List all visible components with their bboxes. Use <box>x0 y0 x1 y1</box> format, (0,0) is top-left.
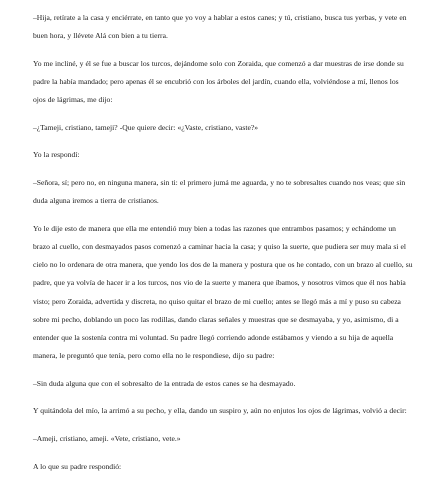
paragraph-zoraida-farewell: –Ameji, cristiano, ameji. «Vete, cristiano, vete.» <box>33 433 181 443</box>
paragraph-narration-sigh: Y quitándola del mío, la arrimó a su pecho, y ella, dando un suspiro y, aún no enjutos los ojos de lágrimas, volvió a decir: <box>33 406 407 416</box>
paragraph-father-speech: –Hija, retírate a la casa y enciérrate, en tanto que yo voy a hablar a estos canes; y tú, cristiano, busca tus yerbas, y vete en buen hora, y llévete Alá con bien a tu tierra. <box>33 13 407 41</box>
paragraph-reply-intro: Yo la respondí: <box>33 150 80 160</box>
paragraph-narration-garden: Yo me incliné, y él se fue a buscar los turcos, dejándome solo con Zoraida, que comenzó a dar muestras de irse donde su padre la había mandado; pero apenas él se encubrió con los árboles del jardín, cuando ella, volviéndose a mí, llenos los ojos de lágrimas, me dijo: <box>33 58 404 105</box>
paragraph-father-response: A lo que su padre respondió: <box>33 461 122 471</box>
paragraph-zoraida-question: –¿Tameji, cristiano, tameji? -Que quiere decir: «¿Vaste, cristiano, vaste?» <box>33 122 258 132</box>
paragraph-narration-embrace: Yo le dije esto de manera que ella me entendió muy bien a todas las razones que entrambos pasamos; y echándome un brazo al cuello, con desmayados pasos comenzó a caminar hacia la casa; y quiso la suerte, que pudiera ser muy mala si el cielo no lo ordenara de otra manera, que yendo los dos de la manera y postura que os he contado, con un brazo al cuello, su padre, que ya volvía de hacer ir a los turcos, nos vio de la suerte y manera que íbamos, y nosotros vimos que él nos había visto; pero Zoraida, advertida y discreta, no quiso quitar el brazo de mi cuello; antes se llegó más a mí y puso su cabeza sobre mi pecho, doblando un poco las rodillas, dando claras señales y muestras que se desmayaba, y yo, asimismo, di a entender que la sostenía contra mi voluntad. Su padre llegó corriendo adonde estábamos y viendo a su hija de aquella manera, le preguntó que tenía, pero como ella no le respondiese, dijo su padre: <box>33 223 413 361</box>
paragraph-father-remark: –Sin duda alguna que con el sobresalto de la entrada de estos canes se ha desmayado. <box>33 378 296 388</box>
paragraph-reply: –Señora, sí; pero no, en ninguna manera, sin ti: el primero jumá me aguarda, y no te sobresaltes cuando nos veas; que sin duda alguna iremos a tierra de cristianos. <box>33 177 406 206</box>
